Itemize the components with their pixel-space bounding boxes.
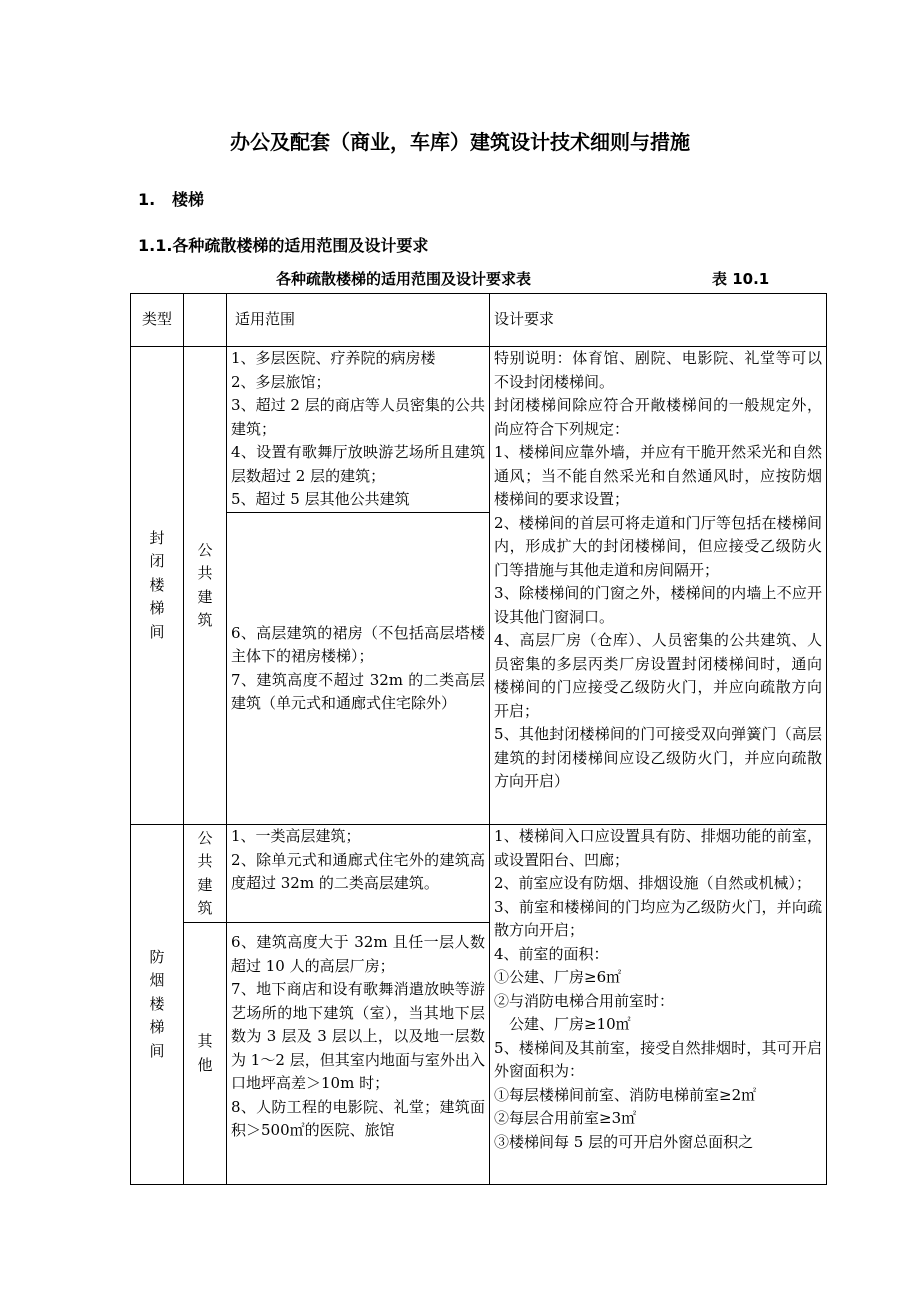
table-number: 表 10.1 [712,270,770,288]
list-item: ①公建、厂房≥6㎡ [494,968,622,986]
list-item: 5、超过 5 层其他公共建筑 [231,490,410,508]
list-item: 2、多层旅馆； [231,372,331,391]
scope-cell [227,347,490,513]
section-text: 楼梯 [172,190,205,209]
list-item: 3、超过 2 层的商店等人员密集的公共建筑； [231,396,485,438]
list-item: 2、楼梯间的首层可将走道和门厅等包括在楼梯间内，形成扩大的封闭楼梯间，但应接受乙级防火门等措施与其他走道和房间隔开； [494,513,822,579]
subtype-cell-public: 公共建筑 [184,825,227,923]
section-number: 1. [138,190,156,209]
requirements-cell [490,825,827,1185]
list-item: ①每层楼梯间前室、消防电梯前室≥2㎡ [494,1085,757,1104]
list-item: 4、设置有歌舞厅放映游艺场所且建筑层数超过 2 层的建筑； [231,443,485,485]
list-item: 6、建筑高度大于 32m 且任一层人数超过 10 人的高层厂房； [231,933,485,975]
list-item: 1、楼梯间入口应设置具有防、排烟功能的前室，或设置阳台、凹廊； [494,827,822,869]
table-header-row [131,294,827,347]
list-item: 1、多层医院、疗养院的病房楼 [231,349,436,367]
type-cell-smokeproof: 防烟楼梯间 [131,825,184,1185]
list-item: 1、一类高层建筑； [231,827,361,845]
list-item: 2、前室应设有防烟、排烟设施（自然或机械）； [494,874,812,892]
list-item: 6、高层建筑的裙房（不包括高层塔楼主体下的裙房楼梯）； [231,623,485,665]
list-item: 7、建筑高度不超过 32m 的二类高层建筑（单元式和通廊式住宅除外） [231,670,485,712]
header-requirements: 设计要求 [490,294,827,347]
list-item: ②与消防电梯合用前室时： [494,991,675,1010]
requirements-cell [490,347,827,825]
scope-cell [227,923,490,1185]
list-item: ②每层合用前室≥3㎡ [494,1109,637,1127]
table-row [131,347,827,513]
list-item: 4、前室的面积： [494,944,609,963]
subsection-heading: 1.1.各种疏散楼梯的适用范围及设计要求 [138,236,429,255]
list-item: 封闭楼梯间除应符合开敞楼梯间的一般规定外，尚应符合下列规定： [494,396,822,438]
list-item: 4、高层厂房（仓库）、人员密集的公共建筑、人员密集的多层丙类厂房设置封闭楼梯间时，通向楼梯间的门应接受乙级防火门，并应向疏散方向开启； [494,631,822,720]
table-caption: 各种疏散楼梯的适用范围及设计要求表 [276,270,532,288]
list-item: 3、前室和楼梯间的门均应为乙级防火门，并向疏散方向开启； [494,897,822,939]
list-item: 5、楼梯间及其前室，接受自然排烟时，其可开启外窗面积为： [494,1038,822,1080]
list-item: ③楼梯间每 5 层的可开启外窗总面积之 [494,1132,754,1151]
header-type: 类型 [131,294,184,347]
header-scope: 适用范围 [227,294,490,347]
list-item: 特别说明：体育馆、剧院、电影院、礼堂等可以不设封闭楼梯间。 [494,349,822,391]
list-item: 7、地下商店和设有歌舞消遣放映等游艺场所的地下建筑（室），当其地下层数为 3 层及 3 层以上，以及地一层数为 1～2 层，但其室内地面与室外出入口地坪高差＞10m 时； [231,980,485,1092]
stair-requirements-table [130,293,827,1185]
table-row [131,825,827,923]
list-item: 8、人防工程的电影院、礼堂；建筑面积＞500㎡的医院、旅馆 [231,1097,485,1139]
scope-cell [227,513,490,825]
scope-cell [227,825,490,923]
list-item: 2、除单元式和通廊式住宅外的建筑高度超过 32m 的二类高层建筑。 [231,850,485,892]
subtype-cell-other: 其他 [184,923,227,1185]
list-item: 公建、厂房≥10㎡ [494,1015,631,1033]
header-blank [184,294,227,347]
subtype-cell-public: 公共建筑 [184,347,227,825]
list-item: 1、楼梯间应靠外墙，并应有干脆开然采光和自然通风；当不能自然采光和自然通风时，应按防烟楼梯间的要求设置； [494,443,822,508]
type-cell-enclosed: 封闭楼梯间 [131,347,184,825]
section-heading [138,187,204,210]
list-item: 3、除楼梯间的门窗之外，楼梯间的内墙上不应开设其他门窗洞口。 [494,584,822,626]
document-title: 办公及配套（商业，车库）建筑设计技术细则与措施 [230,130,690,154]
list-item: 5、其他封闭楼梯间的门可接受双向弹簧门（高层建筑的封闭楼梯间应设乙级防火门，并应向疏散方向开启） [494,725,822,790]
